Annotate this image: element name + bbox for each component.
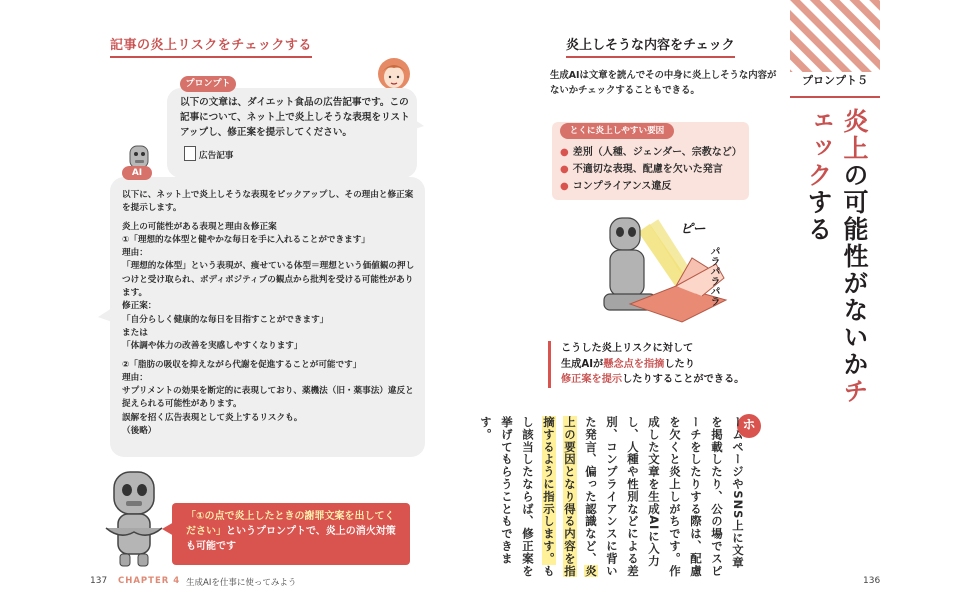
robot-reading-book-illustration xyxy=(596,208,746,338)
body-vertical-text: ームページやSNS上に文章を掲載したり、公の場でスピーチをしたりする際は、配慮を欠くと炎上しがちです。作成した文章を生成AIに入力し、人種や性別などによる差別、コンプライアンスに背いた発言、偏った認識など、炎上の要因となり得る内容を指摘するように指示します。もし該当したならば、修正案を挙げてもらうこともできます。 xyxy=(479,416,745,578)
ai-paragraph: 「理想的な体型」という表現が、痩せている体型＝理想という価値観の押しつけと受け取られ、ボディポジティブの観点から批判を受ける可能性があります。 xyxy=(122,261,415,299)
sfx-flip: パラパラパラ xyxy=(708,246,719,306)
woman-avatar-icon xyxy=(376,56,412,92)
ai-response-text xyxy=(122,189,418,438)
prompt-number-label: プロンプト５ xyxy=(790,70,880,98)
ai-tag: AI xyxy=(122,166,152,180)
intro-text: 生成AIは文章を読んでその中身に炎上しそうな内容がないかチェックすることもできる。 xyxy=(550,70,777,96)
summary-text: こうした炎上リスクに対して 生成AIが懸念点を指摘したり 修正案を提示したりすることができる。 xyxy=(548,341,771,388)
right-section-title: 炎上しそうな内容をチェック xyxy=(566,34,735,58)
prompt-bubble-tail xyxy=(412,118,424,132)
list-item: ● コンプライアンス違反 xyxy=(560,181,672,192)
document-icon xyxy=(184,146,196,161)
list-item: ● 不適切な表現、配慮を欠いた発言 xyxy=(560,164,723,175)
ai-paragraph: サプリメントの効果を断定的に表現しており、薬機法（旧・薬事法）違反と捉えられる可能性があります。 xyxy=(122,386,414,410)
tip-callout xyxy=(172,503,410,565)
risk-factors-list xyxy=(560,144,742,195)
callout-tail xyxy=(162,522,174,536)
ai-paragraph: または xyxy=(122,327,148,338)
ai-paragraph: ①「理想的な体型と健やかな毎日を手に入れることができます」 xyxy=(122,234,370,245)
ai-paragraph: （後略） xyxy=(122,426,157,437)
callout-highlight: 「①の点で炎上したときの謝罪文案を出してください」 xyxy=(186,511,395,537)
bullet-icon: ● xyxy=(560,181,569,192)
ai-paragraph: ②「脂肪の吸収を抑えながら代謝を促進することが可能です」 xyxy=(122,359,362,370)
ai-paragraph: 以下に、ネット上で炎上しそうな表現をピックアップし、その理由と修正案を提示します。 xyxy=(122,190,414,214)
left-section-title: 記事の炎上リスクをチェックする xyxy=(110,34,312,58)
chapter-label: CHAPTER 4 xyxy=(118,576,181,586)
right-page-number: 136 xyxy=(863,576,881,586)
ai-paragraph: 誤解を招く広告表現として炎上するリスクも。 xyxy=(122,412,303,423)
list-item: ● 差別（人種、ジェンダー、宗教など） xyxy=(560,147,742,158)
bullet-icon: ● xyxy=(560,147,569,158)
left-page-number: 137 xyxy=(90,576,108,586)
chapter-title: 生成AIを仕事に使ってみよう xyxy=(186,578,297,588)
paragraph-marker: ホ xyxy=(737,414,761,438)
robot-mascot-icon xyxy=(100,468,168,568)
ai-paragraph: 炎上の可能性がある表現と理由＆修正案 xyxy=(122,221,277,232)
decorative-stripes xyxy=(790,0,880,72)
ai-paragraph: 理由： xyxy=(122,248,148,259)
bullet-icon: ● xyxy=(560,164,569,175)
ai-paragraph: 修正案： xyxy=(122,301,157,312)
ai-bubble-tail xyxy=(98,308,112,324)
ai-paragraph: 「体調や体力の改善を実感しやすくなります」 xyxy=(122,341,303,352)
ai-paragraph: 「自分らしく健康的な毎日を目指すことができます」 xyxy=(122,314,329,325)
prompt-text: 以下の文章は、ダイエット食品の広告記事です。この記事について、ネット上で炎上しそうな表現をリストアップし、修正案を提示してください。 xyxy=(180,97,410,138)
prompt-tag: プロンプト xyxy=(180,76,236,92)
attachment-label: 広告記事 xyxy=(199,151,234,161)
risk-factors-tag: とくに炎上しやすい要因 xyxy=(560,123,674,139)
chapter-vertical-title: 炎上の可能性がないかチェックする xyxy=(804,108,869,405)
callout-text: というプロンプトで、炎上の消火対策も可能です xyxy=(186,526,396,552)
sfx-beep: ピー xyxy=(680,222,706,237)
ai-paragraph: 理由： xyxy=(122,372,148,383)
